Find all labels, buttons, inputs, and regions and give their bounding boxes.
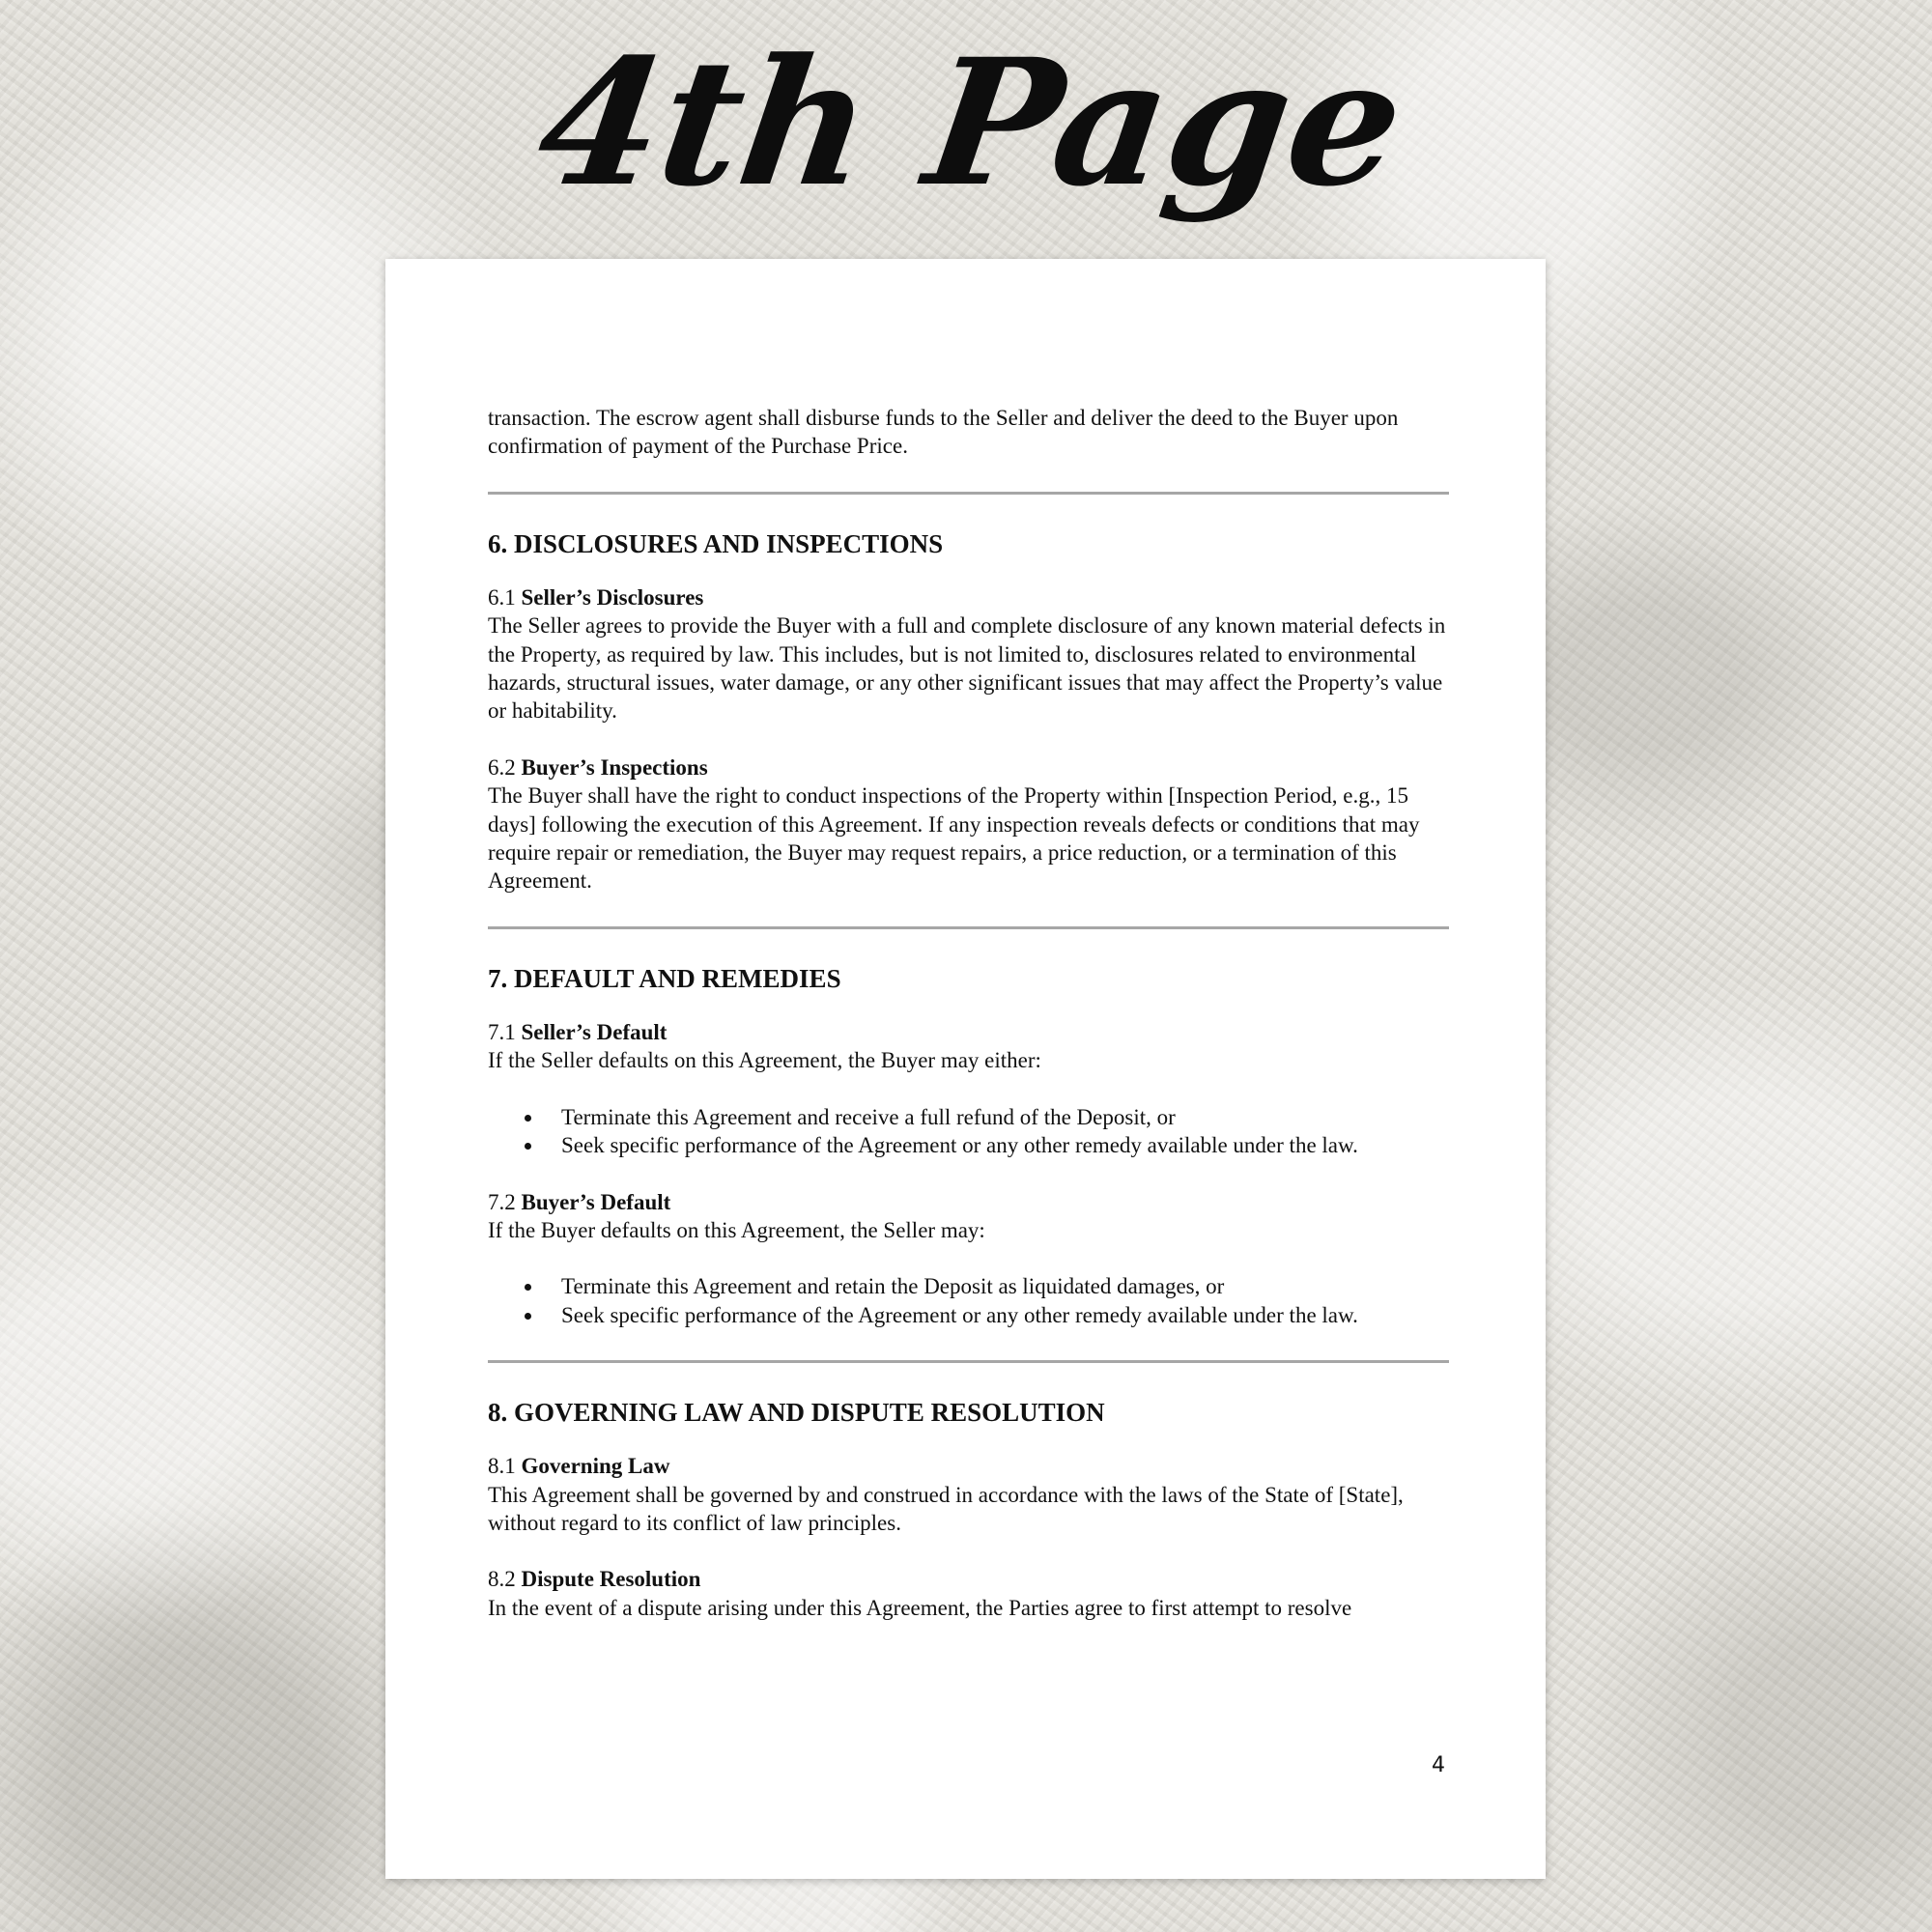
document-content bbox=[488, 404, 1449, 1622]
bullet-list bbox=[488, 1103, 1449, 1160]
subsection-number: 7.1 bbox=[488, 1019, 516, 1044]
subsection-text: The Buyer shall have the right to conduct inspections of the Property within [Inspection Period, e.g., 15 days] following the execution of this Agreement. If any inspection reveals defects or conditions that may require repair or remediation, the Buyer may request repairs, a price reduction, or a termination of this Agreement. bbox=[488, 783, 1420, 894]
subsection-title: Seller’s Default bbox=[521, 1019, 668, 1044]
subsection-number: 8.2 bbox=[488, 1567, 516, 1592]
subsection-number: 6.1 bbox=[488, 584, 516, 610]
bullet-icon bbox=[525, 1143, 531, 1150]
section-heading: 8. GOVERNING LAW AND DISPUTE RESOLUTION bbox=[488, 1398, 1105, 1428]
subsection-title: Buyer’s Inspections bbox=[521, 754, 708, 780]
subsection-title: Governing Law bbox=[521, 1454, 670, 1479]
subsection-title: Seller’s Disclosures bbox=[521, 584, 704, 610]
subsection-text: If the Seller defaults on this Agreement, the Buyer may either: bbox=[488, 1048, 1041, 1073]
bullet-icon bbox=[525, 1284, 531, 1291]
intro-paragraph: transaction. The escrow agent shall disburse funds to the Seller and deliver the deed to the Buyer upon confirmation of payment of the Purchase Price. bbox=[488, 406, 1399, 459]
list-item bbox=[561, 1301, 1449, 1329]
list-item-text: Terminate this Agreement and retain the Deposit as liquidated damages, or bbox=[561, 1274, 1225, 1299]
subsection-heading-8-2 bbox=[488, 1565, 1449, 1593]
list-item bbox=[561, 1131, 1449, 1159]
page-number: 4 bbox=[1432, 1753, 1445, 1777]
section-6 bbox=[488, 527, 1449, 895]
subsection-text: In the event of a dispute arising under this Agreement, the Parties agree to first attempt to resolve bbox=[488, 1595, 1352, 1620]
subsection-title: Dispute Resolution bbox=[521, 1567, 701, 1592]
page-heading-script bbox=[0, 19, 1932, 261]
list-item bbox=[561, 1272, 1449, 1300]
subsection-number: 7.2 bbox=[488, 1189, 516, 1214]
bullet-icon bbox=[525, 1115, 531, 1122]
list-item-text: Seek specific performance of the Agreement or any other remedy available under the law. bbox=[561, 1302, 1358, 1327]
subsection-number: 6.2 bbox=[488, 754, 516, 780]
section-8 bbox=[488, 1396, 1449, 1622]
subsection-title: Buyer’s Default bbox=[521, 1189, 671, 1214]
section-divider bbox=[488, 926, 1449, 929]
list-item-text: Seek specific performance of the Agreement or any other remedy available under the law. bbox=[561, 1133, 1358, 1158]
list-item bbox=[561, 1103, 1449, 1131]
page-heading-title: 4th Page bbox=[526, 19, 1415, 225]
subsection-heading-8-1 bbox=[488, 1452, 1449, 1480]
subsection-heading-6-2 bbox=[488, 753, 1449, 781]
list-item-text: Terminate this Agreement and receive a full refund of the Deposit, or bbox=[561, 1104, 1176, 1129]
page-heading bbox=[0, 19, 1932, 261]
section-heading: 6. DISCLOSURES AND INSPECTIONS bbox=[488, 528, 944, 558]
subsection-text: This Agreement shall be governed by and construed in accordance with the laws of the State of [State], without regard to its conflict of law principles. bbox=[488, 1482, 1404, 1535]
section-heading: 7. DEFAULT AND REMEDIES bbox=[488, 963, 841, 993]
subsection-text: If the Buyer defaults on this Agreement, the Seller may: bbox=[488, 1217, 985, 1242]
bullet-list bbox=[488, 1272, 1449, 1329]
subsection-heading-6-1 bbox=[488, 583, 1449, 611]
subsection-heading-7-1 bbox=[488, 1018, 1449, 1046]
subsection-heading-7-2 bbox=[488, 1188, 1449, 1216]
document-page bbox=[385, 259, 1546, 1879]
section-divider bbox=[488, 1360, 1449, 1363]
section-divider bbox=[488, 492, 1449, 495]
bullet-icon bbox=[525, 1313, 531, 1320]
section-7 bbox=[488, 962, 1449, 1329]
subsection-number: 8.1 bbox=[488, 1454, 516, 1479]
subsection-text: The Seller agrees to provide the Buyer with a full and complete disclosure of any known material defects in the Property, as required by law. This includes, but is not limited to, disclosures related to environmental hazards, structural issues, water damage, or any other significant issues that may affect the Property’s value or habitability. bbox=[488, 613, 1446, 724]
